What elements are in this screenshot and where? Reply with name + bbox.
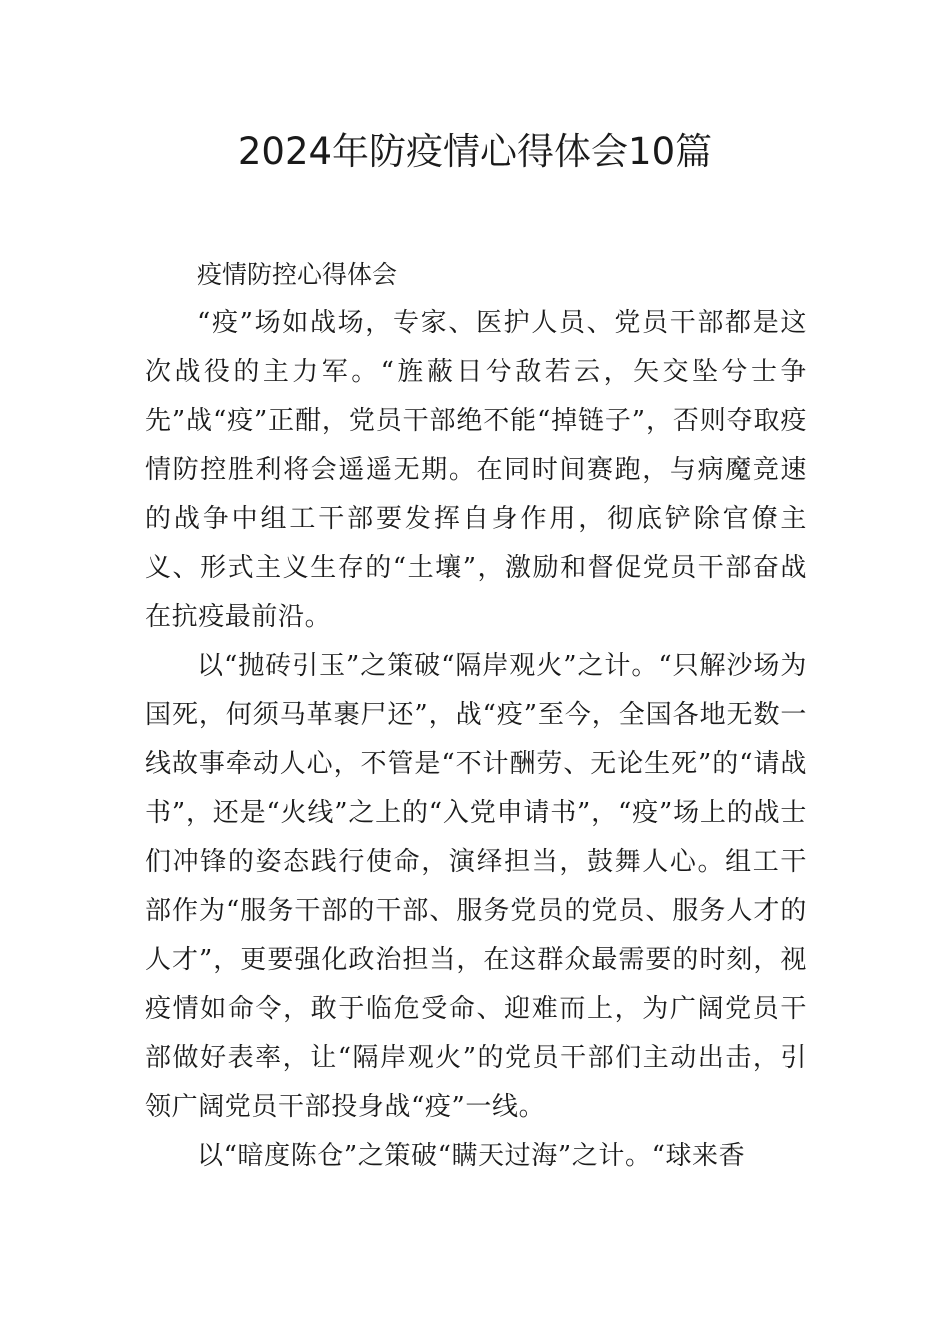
document-title: 2024年防疫情心得体会10篇 — [237, 130, 713, 173]
section-subtitle: 疫情防控心得体会 — [197, 260, 398, 289]
paragraph: 以“抛砖引玉”之策破“隔岸观火”之计。“只解沙场为国死，何须马革裹尸还”，战“疫”至今，全国各地无数一线故事牵动人心，不管是“不计酬劳、无论生死”的“请战书”，还是“火线”之上的“入党申请书”，“疫”场上的战士们冲锋的姿态践行使命，演绎担当，鼓舞人心。组工干部作为“服务干部的干部、服务党员的党员、服务人才的人才”，更要强化政治担当，在这群众最需要的时刻，视疫情如命令，敢于临危受命、迎难而上，为广阔党员干部做好表率，让“隔岸观火”的党员干部们主动出击，引领广阔党员干部投身战“疫”一线。 — [145, 651, 807, 1122]
paragraph: 以“暗度陈仓”之策破“瞒天过海”之计。“球来香 — [197, 1141, 746, 1171]
paragraph: “疫”场如战场，专家、医护人员、党员干部都是这次战役的主力军。“旌蔽日兮敌若云，矢交坠兮士争先”战“疫”正酣，党员干部绝不能“掉链子”，否则夺取疫情防控胜利将会遥遥无期。在同时间赛跑，与病魔竞速的战争中组工干部要发挥自身作用，彻底铲除官僚主义、形式主义生存的“土壤”，激励和督促党员干部奋战在抗疫最前沿。 — [145, 308, 807, 632]
document-body — [145, 250, 807, 1181]
